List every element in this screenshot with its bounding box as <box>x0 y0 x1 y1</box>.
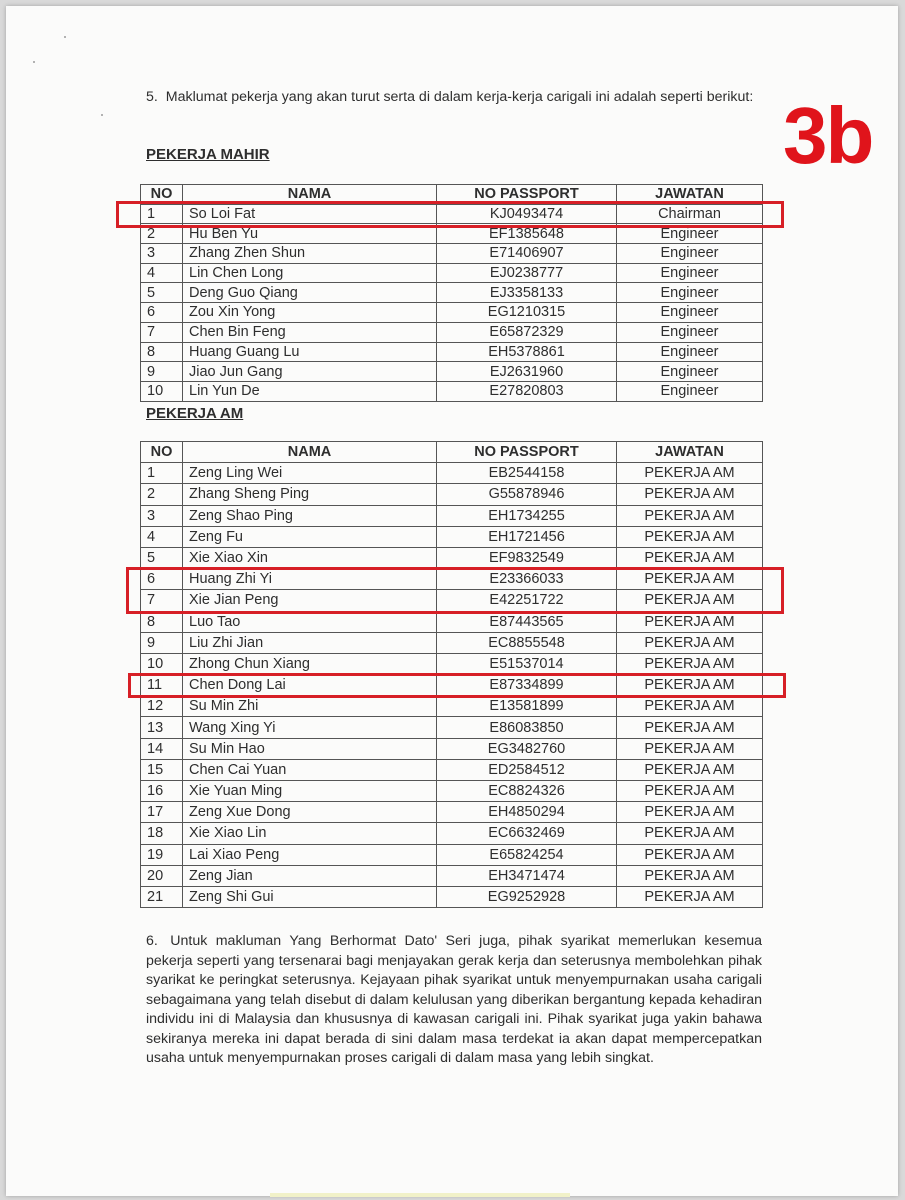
closing-paragraph <box>146 932 762 1069</box>
header-jawatan: JAWATAN <box>617 185 763 205</box>
cell-nama: Zhang Zhen Shun <box>183 244 437 264</box>
cell-jawatan: PEKERJA AM <box>617 484 763 505</box>
table-row <box>141 263 763 283</box>
cell-no: 6 <box>141 569 183 590</box>
cell-nama: Zeng Fu <box>183 526 437 547</box>
intro-text: Maklumat pekerja yang akan turut serta di dalam kerja-kerja carigali ini adalah seperti berikut: <box>165 89 754 105</box>
cell-passport: E71406907 <box>437 244 617 264</box>
mahir-rows <box>141 204 763 401</box>
cell-nama: Zeng Xue Dong <box>183 802 437 823</box>
cell-nama: Xie Yuan Ming <box>183 781 437 802</box>
intro-paragraph <box>146 88 762 108</box>
cell-nama: Zeng Jian <box>183 865 437 886</box>
table-row <box>141 632 763 653</box>
cell-passport: KJ0493474 <box>437 204 617 224</box>
cell-no: 1 <box>141 463 183 484</box>
table-row <box>141 505 763 526</box>
intro-number: 5. <box>146 89 158 105</box>
header-passport: NO PASSPORT <box>437 442 617 463</box>
cell-jawatan: PEKERJA AM <box>617 696 763 717</box>
cell-jawatan: Engineer <box>617 303 763 323</box>
cell-jawatan: PEKERJA AM <box>617 781 763 802</box>
header-nama: NAMA <box>183 442 437 463</box>
cell-no: 3 <box>141 244 183 264</box>
cell-passport: G55878946 <box>437 484 617 505</box>
cell-jawatan: Engineer <box>617 263 763 283</box>
closing-text: Untuk makluman Yang Berhormat Dato' Seri juga, pihak syarikat memerlukan kesemua pekerja seperti yang tersenarai bagi menjayakan gerak kerja dan seterusnya membolehkan pihak syarikat ke peringkat seterusnya. Kejayaan pihak syarikat untuk menyempurnakan usaha carigali sebagaimana yang telah disebut di dalam kelulusan yang diberikan bergantung kepada kehadiran individu ini di Malaysia dan khususnya di kawasan carigali ini. Pihak syarikat juga yakin bahawa sekiranya mereka ini dapat berada di sini dalam masa terdekat ia akan dapat mempercepatkan usaha untuk menyempurnakan proses carigali di dalam masa yang lebih singkat. <box>146 933 763 1066</box>
cell-passport: E13581899 <box>437 696 617 717</box>
scan-speck <box>33 61 35 63</box>
header-no: NO <box>141 442 183 463</box>
cell-passport: EG3482760 <box>437 738 617 759</box>
cell-passport: ED2584512 <box>437 759 617 780</box>
cell-jawatan: PEKERJA AM <box>617 802 763 823</box>
cell-nama: Huang Guang Lu <box>183 342 437 362</box>
cell-nama: Su Min Zhi <box>183 696 437 717</box>
cell-no: 6 <box>141 303 183 323</box>
header-jawatan: JAWATAN <box>617 442 763 463</box>
cell-no: 2 <box>141 224 183 244</box>
cell-nama: Deng Guo Qiang <box>183 283 437 303</box>
cell-nama: Chen Dong Lai <box>183 675 437 696</box>
cell-jawatan: PEKERJA AM <box>617 611 763 632</box>
cell-no: 20 <box>141 865 183 886</box>
cell-no: 16 <box>141 781 183 802</box>
cell-jawatan: PEKERJA AM <box>617 463 763 484</box>
cell-nama: Su Min Hao <box>183 738 437 759</box>
cell-jawatan: PEKERJA AM <box>617 653 763 674</box>
cell-nama: Zeng Shi Gui <box>183 886 437 907</box>
cell-nama: Xie Xiao Xin <box>183 547 437 568</box>
cell-nama: Jiao Jun Gang <box>183 362 437 382</box>
table-row <box>141 653 763 674</box>
table-row <box>141 717 763 738</box>
cell-nama: Hu Ben Yu <box>183 224 437 244</box>
cell-jawatan: PEKERJA AM <box>617 886 763 907</box>
cell-no: 8 <box>141 342 183 362</box>
table-row <box>141 484 763 505</box>
cell-no: 13 <box>141 717 183 738</box>
cell-passport: EJ3358133 <box>437 283 617 303</box>
cell-nama: Zhong Chun Xiang <box>183 653 437 674</box>
cell-nama: Chen Cai Yuan <box>183 759 437 780</box>
cell-no: 4 <box>141 263 183 283</box>
scan-speck <box>101 114 103 116</box>
cell-jawatan: PEKERJA AM <box>617 717 763 738</box>
cell-jawatan: Engineer <box>617 381 763 401</box>
cell-passport: EH1721456 <box>437 526 617 547</box>
cell-jawatan: PEKERJA AM <box>617 675 763 696</box>
cell-passport: EF1385648 <box>437 224 617 244</box>
table-row <box>141 381 763 401</box>
table-row <box>141 547 763 568</box>
cell-passport: EJ0238777 <box>437 263 617 283</box>
table-row <box>141 886 763 907</box>
cell-no: 17 <box>141 802 183 823</box>
cell-jawatan: PEKERJA AM <box>617 547 763 568</box>
cell-no: 5 <box>141 283 183 303</box>
cell-no: 5 <box>141 547 183 568</box>
section-heading-mahir: PEKERJA MAHIR <box>146 146 270 163</box>
cell-passport: E87334899 <box>437 675 617 696</box>
table-row <box>141 283 763 303</box>
cell-jawatan: PEKERJA AM <box>617 526 763 547</box>
cell-jawatan: PEKERJA AM <box>617 844 763 865</box>
table-row <box>141 303 763 323</box>
table-row <box>141 244 763 264</box>
table-row <box>141 611 763 632</box>
table-row <box>141 342 763 362</box>
header-passport: NO PASSPORT <box>437 185 617 205</box>
cell-passport: E51537014 <box>437 653 617 674</box>
cell-no: 14 <box>141 738 183 759</box>
table-header-row <box>141 442 763 463</box>
cell-nama: Zeng Ling Wei <box>183 463 437 484</box>
cell-nama: Lin Chen Long <box>183 263 437 283</box>
cell-jawatan: PEKERJA AM <box>617 738 763 759</box>
header-nama: NAMA <box>183 185 437 205</box>
table-row <box>141 759 763 780</box>
table-row <box>141 738 763 759</box>
cell-passport: EH3471474 <box>437 865 617 886</box>
cell-no: 19 <box>141 844 183 865</box>
cell-no: 9 <box>141 632 183 653</box>
cell-nama: Zhang Sheng Ping <box>183 484 437 505</box>
cell-jawatan: PEKERJA AM <box>617 759 763 780</box>
cell-nama: Lin Yun De <box>183 381 437 401</box>
cell-nama: Zou Xin Yong <box>183 303 437 323</box>
cell-nama: Xie Xiao Lin <box>183 823 437 844</box>
table-row <box>141 526 763 547</box>
table-row <box>141 865 763 886</box>
cell-jawatan: PEKERJA AM <box>617 865 763 886</box>
cell-no: 2 <box>141 484 183 505</box>
cell-no: 21 <box>141 886 183 907</box>
cell-passport: EJ2631960 <box>437 362 617 382</box>
cell-jawatan: Chairman <box>617 204 763 224</box>
cell-nama: Luo Tao <box>183 611 437 632</box>
table-row <box>141 844 763 865</box>
table-row <box>141 802 763 823</box>
table-row <box>141 322 763 342</box>
cell-passport: E65824254 <box>437 844 617 865</box>
cell-no: 7 <box>141 590 183 611</box>
table-row <box>141 781 763 802</box>
cell-passport: EG1210315 <box>437 303 617 323</box>
cell-no: 11 <box>141 675 183 696</box>
highlight-box-row-11 <box>128 673 786 698</box>
cell-no: 1 <box>141 204 183 224</box>
highlight-box-rows-6-7 <box>126 567 784 614</box>
cell-no: 7 <box>141 322 183 342</box>
page-edge-strip <box>270 1193 570 1197</box>
cell-passport: E27820803 <box>437 381 617 401</box>
scan-speck <box>64 36 66 38</box>
cell-nama: Zeng Shao Ping <box>183 505 437 526</box>
cell-jawatan: Engineer <box>617 244 763 264</box>
cell-jawatan: Engineer <box>617 322 763 342</box>
cell-passport: EF9832549 <box>437 547 617 568</box>
cell-jawatan: PEKERJA AM <box>617 590 763 611</box>
cell-no: 18 <box>141 823 183 844</box>
cell-passport: E87443565 <box>437 611 617 632</box>
cell-nama: So Loi Fat <box>183 204 437 224</box>
cell-no: 3 <box>141 505 183 526</box>
cell-jawatan: PEKERJA AM <box>617 632 763 653</box>
cell-passport: EH4850294 <box>437 802 617 823</box>
closing-number: 6. <box>146 933 158 949</box>
cell-passport: EG9252928 <box>437 886 617 907</box>
cell-no: 15 <box>141 759 183 780</box>
cell-no: 12 <box>141 696 183 717</box>
cell-nama: Xie Jian Peng <box>183 590 437 611</box>
table-row <box>141 823 763 844</box>
cell-passport: EC6632469 <box>437 823 617 844</box>
cell-nama: Chen Bin Feng <box>183 322 437 342</box>
cell-no: 4 <box>141 526 183 547</box>
header-no: NO <box>141 185 183 205</box>
cell-passport: E42251722 <box>437 590 617 611</box>
cell-nama: Liu Zhi Jian <box>183 632 437 653</box>
table-row <box>141 362 763 382</box>
table-row <box>141 463 763 484</box>
annotation-badge: 3b <box>783 91 873 180</box>
cell-passport: EC8824326 <box>437 781 617 802</box>
cell-nama: Lai Xiao Peng <box>183 844 437 865</box>
section-heading-am: PEKERJA AM <box>146 405 244 422</box>
cell-nama: Wang Xing Yi <box>183 717 437 738</box>
cell-nama: Huang Zhi Yi <box>183 569 437 590</box>
cell-passport: E65872329 <box>437 322 617 342</box>
cell-jawatan: PEKERJA AM <box>617 823 763 844</box>
cell-passport: E86083850 <box>437 717 617 738</box>
cell-jawatan: PEKERJA AM <box>617 569 763 590</box>
cell-no: 10 <box>141 381 183 401</box>
cell-jawatan: Engineer <box>617 283 763 303</box>
cell-no: 9 <box>141 362 183 382</box>
cell-passport: E23366033 <box>437 569 617 590</box>
cell-no: 10 <box>141 653 183 674</box>
cell-passport: EC8855548 <box>437 632 617 653</box>
cell-jawatan: PEKERJA AM <box>617 505 763 526</box>
cell-passport: EB2544158 <box>437 463 617 484</box>
cell-passport: EH5378861 <box>437 342 617 362</box>
cell-jawatan: Engineer <box>617 342 763 362</box>
cell-no: 8 <box>141 611 183 632</box>
table-row <box>141 696 763 717</box>
highlight-box-chairman <box>116 201 784 228</box>
cell-jawatan: Engineer <box>617 362 763 382</box>
cell-jawatan: Engineer <box>617 224 763 244</box>
cell-passport: EH1734255 <box>437 505 617 526</box>
